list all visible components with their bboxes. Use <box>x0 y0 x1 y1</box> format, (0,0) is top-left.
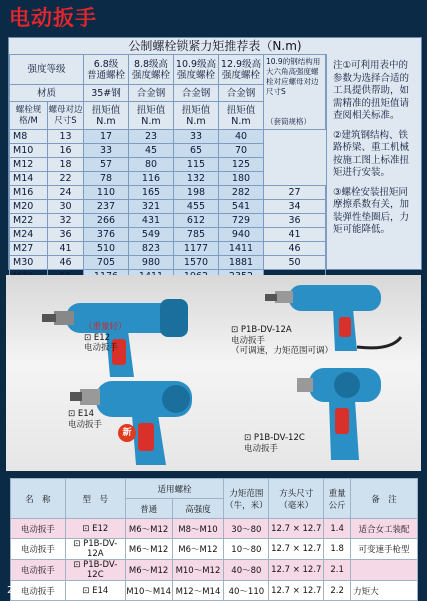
spec-cell-name: 电动扳手 <box>11 519 66 539</box>
spec-cell-name: 电动扳手 <box>11 539 66 560</box>
torque-value-cell: 70 <box>219 144 264 158</box>
bolt-spec-cell: M24 <box>10 228 48 242</box>
torque-value-cell: 455 <box>174 200 219 214</box>
hdr-bolt: 适用螺栓 <box>125 479 224 499</box>
torque-row <box>10 242 326 256</box>
torque-value-cell: 980 <box>129 256 174 270</box>
bolt-spec-cell: M20 <box>10 200 48 214</box>
torque-value-cell: 705 <box>84 256 129 270</box>
torque-header: 扭矩值 N.m <box>129 102 174 130</box>
hex-header: 螺母对边尺寸S <box>48 102 84 130</box>
note-2: ②建筑钢结构、铁路桥梁、重工机械按施工图上标准扭矩进行安装。 <box>333 129 410 178</box>
spec-cell-normal: M6～M12 <box>125 519 172 539</box>
model-text: E14 <box>92 585 109 596</box>
torque-value-cell: 823 <box>129 242 174 256</box>
torque-row <box>10 256 326 270</box>
torque-value-cell: 33 <box>174 130 219 144</box>
model-box-icon: ⊡ <box>73 560 84 570</box>
spec-table <box>10 478 418 601</box>
torque-value-cell: 110 <box>84 186 129 200</box>
torque-value-cell: 266 <box>84 214 129 228</box>
spec-cell-remark <box>351 560 418 581</box>
model-text: P1B-DV-12C <box>83 560 118 580</box>
torque-header: 扭矩值 N.m <box>219 102 264 130</box>
torque-value-cell: 180 <box>219 172 264 186</box>
torque-value-cell: 57 <box>84 158 129 172</box>
grade-col-1: 6.8级 普通螺栓 <box>84 55 129 85</box>
torque-value-cell: 45 <box>129 144 174 158</box>
torque-row <box>10 130 326 144</box>
bolt-spec-cell: M16 <box>10 186 48 200</box>
spec-cell-name: 电动扳手 <box>11 560 66 581</box>
hdr-name: 名 称 <box>11 479 66 519</box>
spec-cell-name: 电动扳手 <box>11 581 66 601</box>
hdr-square: 方头尺寸 （毫米） <box>269 479 324 519</box>
spec-cell-high: M10～M12 <box>172 560 224 581</box>
spec-cell-square: 12.7 × 12.7 <box>269 519 324 539</box>
hdr-high: 高强度 <box>172 499 224 519</box>
spec-cell-torque: 40～110 <box>224 581 269 601</box>
torque-row <box>10 214 326 228</box>
spec-cell-model <box>65 539 125 560</box>
spec-cell-torque: 40～80 <box>224 560 269 581</box>
material-header: 材质 <box>10 85 84 102</box>
socket-size-cell: 41 <box>264 228 326 242</box>
torque-value-cell: 125 <box>219 158 264 172</box>
model-box-icon: ⊡ <box>82 585 93 596</box>
dv12a-label: ⊡ P1B-DV-12A 电动扳手 （可调速，力矩范围可调） <box>231 325 334 356</box>
torque-value-cell: 40 <box>219 130 264 144</box>
hex-size-cell: 41 <box>48 242 84 256</box>
torque-row <box>10 186 326 200</box>
spec-cell-torque: 30～80 <box>224 519 269 539</box>
material-cell: 合金钢 <box>219 85 264 102</box>
torque-value-cell: 729 <box>219 214 264 228</box>
torque-value-cell: 237 <box>84 200 129 214</box>
socket-size-cell: 34 <box>264 200 326 214</box>
socket-size-cell: 36 <box>264 214 326 228</box>
hex-size-cell: 30 <box>48 200 84 214</box>
spec-cell-normal: M10～M14 <box>125 581 172 601</box>
torque-row <box>10 158 326 172</box>
torque-value-cell: 198 <box>174 186 219 200</box>
hex-size-cell: 32 <box>48 214 84 228</box>
torque-value-cell: 65 <box>174 144 219 158</box>
torque-value-cell: 1177 <box>174 242 219 256</box>
torque-value-cell: 80 <box>129 158 174 172</box>
hex-size-cell: 36 <box>48 228 84 242</box>
torque-value-cell: 510 <box>84 242 129 256</box>
hex-size-cell: 18 <box>48 158 84 172</box>
torque-value-cell: 376 <box>84 228 129 242</box>
torque-value-cell: 1411 <box>219 242 264 256</box>
torque-value-cell: 1881 <box>219 256 264 270</box>
torque-row <box>10 228 326 242</box>
spec-header: 螺栓规格/M <box>10 102 48 130</box>
bolt-spec-cell: M8 <box>10 130 48 144</box>
torque-value-cell: 17 <box>84 130 129 144</box>
torque-value-cell: 116 <box>129 172 174 186</box>
spec-cell-model <box>65 560 125 581</box>
spec-cell-model <box>65 519 125 539</box>
torque-row <box>10 200 326 214</box>
steel-note: 10.9的钢结构用大六角高强度螺栓对应螺母对边尺寸S （套筒规格） <box>264 55 326 130</box>
torque-value-cell: 78 <box>84 172 129 186</box>
spec-cell-remark: 力矩大 <box>351 581 418 601</box>
grade-col-3: 10.9级高 强度螺栓 <box>174 55 219 85</box>
spec-cell-high: M12～M14 <box>172 581 224 601</box>
notes-panel <box>326 54 421 269</box>
spec-row <box>11 519 418 539</box>
hdr-torque: 力矩范围 （牛，米） <box>224 479 269 519</box>
torque-value-cell: 1570 <box>174 256 219 270</box>
spec-cell-torque: 10～80 <box>224 539 269 560</box>
socket-size-cell: 46 <box>264 242 326 256</box>
e12-label: （重量轻） ⊡ E12 电动扳手 <box>84 322 127 353</box>
bolt-spec-cell: M10 <box>10 144 48 158</box>
torque-value-cell: 33 <box>84 144 129 158</box>
spec-cell-weight: 2.2 <box>324 581 351 601</box>
hex-size-cell: 13 <box>48 130 84 144</box>
hex-size-cell: 22 <box>48 172 84 186</box>
note-1: 注①可利用表中的参数为选择合适的工具提供帮助，如需精准的扭矩值请查阅相关标准。 <box>333 60 410 121</box>
bolt-spec-cell: M14 <box>10 172 48 186</box>
torque-value-cell: 321 <box>129 200 174 214</box>
torque-value-cell: 549 <box>129 228 174 242</box>
grade-col-2: 8.8级高 强度螺栓 <box>129 55 174 85</box>
torque-header: 扭矩值 N.m <box>174 102 219 130</box>
bolt-spec-cell: M12 <box>10 158 48 172</box>
spec-cell-normal: M6～M12 <box>125 539 172 560</box>
spec-cell-high: M6～M12 <box>172 539 224 560</box>
spec-cell-weight: 1.8 <box>324 539 351 560</box>
hdr-model: 型 号 <box>65 479 125 519</box>
material-cell: 合金钢 <box>174 85 219 102</box>
page-title: 电动扳手 <box>9 6 97 30</box>
e14-label: ⊡ E14 电动扳手 <box>68 409 103 430</box>
spec-cell-square: 12.7 × 12.7 <box>269 581 324 601</box>
torque-row <box>10 144 326 158</box>
hex-size-cell: 24 <box>48 186 84 200</box>
model-box-icon: ⊡ <box>73 539 84 549</box>
product-photo-area <box>6 275 421 471</box>
spec-cell-square: 12.7 × 12.7 <box>269 539 324 560</box>
bolt-spec-cell: M30 <box>10 256 48 270</box>
torque-value-cell: 132 <box>174 172 219 186</box>
socket-size-cell: 50 <box>264 256 326 270</box>
torque-rows <box>10 130 326 298</box>
bolt-spec-cell: M22 <box>10 214 48 228</box>
spec-cell-model <box>65 581 125 601</box>
material-cell: 合金钢 <box>129 85 174 102</box>
spec-cell-high: M8～M10 <box>172 519 224 539</box>
material-cell: 35#钢 <box>84 85 129 102</box>
wrench-dv12c-image <box>289 360 399 470</box>
spec-rows <box>11 519 418 601</box>
socket-size-cell: 27 <box>264 186 326 200</box>
torque-table <box>8 37 422 270</box>
torque-row <box>10 172 326 186</box>
page-number: 2 <box>7 585 14 596</box>
new-badge: 新 <box>118 424 136 442</box>
torque-value-cell: 431 <box>129 214 174 228</box>
spec-row <box>11 539 418 560</box>
torque-value-cell: 23 <box>129 130 174 144</box>
torque-value-cell: 940 <box>219 228 264 242</box>
spec-cell-weight: 2.1 <box>324 560 351 581</box>
model-text: P1B-DV-12A <box>83 539 118 559</box>
grade-header: 强度等级 <box>10 55 84 85</box>
hex-size-cell: 16 <box>48 144 84 158</box>
grade-col-4: 12.9级高 强度螺栓 <box>219 55 264 85</box>
model-text: E12 <box>92 523 109 534</box>
torque-value-cell: 165 <box>129 186 174 200</box>
torque-value-cell: 612 <box>174 214 219 228</box>
torque-value-cell: 115 <box>174 158 219 172</box>
spec-cell-remark: 适合女工装配 <box>351 519 418 539</box>
spec-cell-weight: 1.4 <box>324 519 351 539</box>
dv12c-label: ⊡ P1B-DV-12C 电动扳手 <box>244 433 305 454</box>
hdr-normal: 普通 <box>125 499 172 519</box>
hex-size-cell: 46 <box>48 256 84 270</box>
torque-grid <box>9 54 326 298</box>
bolt-spec-cell: M27 <box>10 242 48 256</box>
spec-row <box>11 560 418 581</box>
torque-value-cell: 282 <box>219 186 264 200</box>
torque-value-cell: 541 <box>219 200 264 214</box>
spec-cell-normal: M6～M12 <box>125 560 172 581</box>
model-box-icon: ⊡ <box>82 523 93 534</box>
spec-cell-remark: 可变速手枪型 <box>351 539 418 560</box>
torque-header: 扭矩值 N.m <box>84 102 129 130</box>
spec-cell-square: 12.7 × 12.7 <box>269 560 324 581</box>
table-caption: 公制螺栓锁紧力矩推荐表（N.m) <box>9 38 421 55</box>
hdr-weight: 重量 公斤 <box>324 479 351 519</box>
hdr-remark: 备 注 <box>351 479 418 519</box>
note-3: ③螺栓安装扭矩同摩擦系数有关，加装弹性垫圈后，力矩可能降低。 <box>333 186 410 235</box>
torque-value-cell: 785 <box>174 228 219 242</box>
spec-row <box>11 581 418 601</box>
